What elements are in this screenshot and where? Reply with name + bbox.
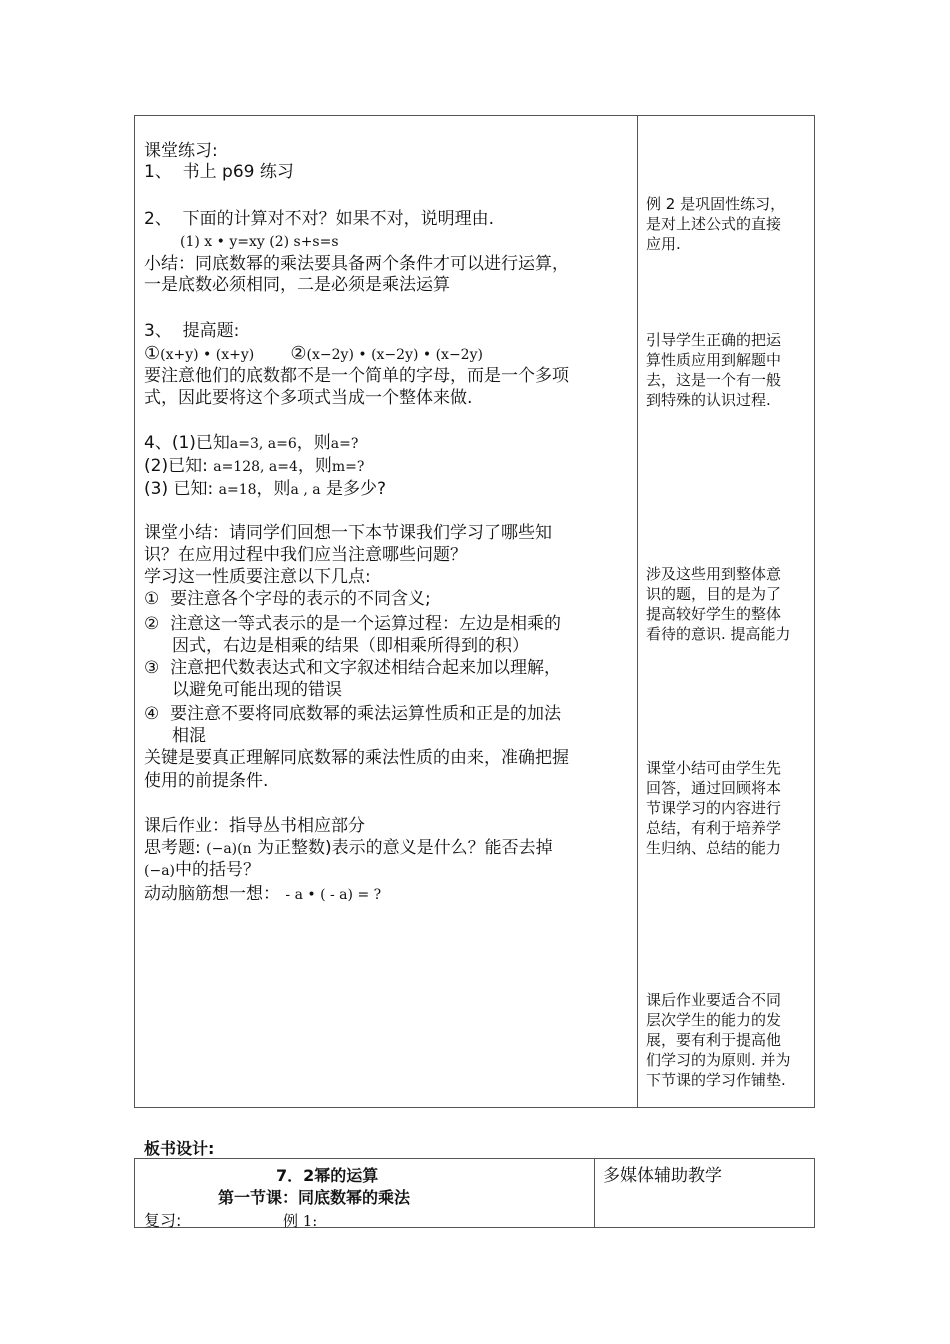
note-4 [646, 758, 781, 858]
recap-line-1: 课堂小结：请同学们回想一下本节课我们学习了哪些知 [144, 523, 552, 543]
item4-given: a=18 [218, 482, 257, 498]
item4-ask: m=? [331, 459, 365, 475]
brain-teaser [144, 884, 381, 906]
item2-formula: (1) x • y=xy (2) s+s=s [180, 234, 339, 250]
think-expr: (−a)(n [206, 841, 252, 857]
note-2 [646, 330, 781, 410]
note-line: 节课学习的内容进行 [646, 799, 782, 817]
recap-line-3: 学习这一性质要注意以下几点: [144, 567, 371, 587]
item-number: 3、 [144, 321, 172, 341]
note-line: 看待的意识. 提高能力 [646, 625, 791, 643]
point-text: 注意这一等式表示的是一个运算过程：左边是相乘的 [170, 614, 562, 634]
point-4 [144, 704, 561, 725]
item4-vars: a , a [290, 482, 321, 498]
item4-then: ，则 [256, 479, 291, 499]
note-line: 生归纳、总结的能力 [646, 839, 782, 857]
item4-label: (3) 已知: [144, 479, 214, 499]
item4-given: a=3, a=6 [229, 436, 297, 452]
point-4-cont: 相混 [172, 726, 206, 746]
item3-note-1: 要注意他们的底数都不是一个简单的字母，而是一个多项 [144, 366, 569, 386]
think-text: 为正整数)表示的意义是什么？能否去掉 [257, 838, 553, 858]
point-text: 注意把代数表达式和文字叙述相结合起来加以理解， [170, 658, 562, 678]
item4-line-3 [144, 479, 386, 501]
summary-line-1: 小结：同底数幂的乘法要具备两个条件才可以进行运算， [144, 254, 569, 274]
item4-label: (2)已知: [144, 456, 208, 476]
circled-one-icon: ① [144, 589, 160, 609]
circled-one-icon: ① [144, 343, 161, 364]
table-column-divider [637, 115, 638, 1108]
board-subtitle: 第一节课：同底数幂的乘法 [218, 1188, 411, 1207]
note-line: 是对上述公式的直接 [646, 215, 782, 233]
note-line: 层次学生的能力的发 [646, 1011, 782, 1029]
board-title-number: 7．2 [276, 1166, 315, 1185]
circled-three-icon: ③ [144, 658, 160, 678]
circled-four-icon: ④ [144, 704, 160, 724]
note-line: 例 2 是巩固性练习， [646, 195, 786, 213]
note-line: 涉及这些用到整体意 [646, 565, 782, 583]
item4-line-2 [144, 456, 364, 478]
item4-then: ，则 [296, 433, 331, 453]
point-2 [144, 614, 561, 635]
point-2-cont: 因式，右边是相乘的结果（即相乘所得到的积） [172, 636, 529, 656]
note-5 [646, 990, 791, 1090]
practice-heading: 课堂练习: [144, 141, 218, 161]
practice-item-2 [144, 209, 494, 230]
point-1 [144, 589, 431, 610]
point-text: 要注意不要将同底数幂的乘法运算性质和正是的加法 [170, 704, 562, 724]
note-line: 下节课的学习作铺垫. [646, 1071, 786, 1089]
item-text: 提高题: [182, 321, 240, 341]
note-line: 去，这是一个有一般 [646, 371, 782, 389]
board-heading: 板书设计: [144, 1139, 215, 1158]
think-question-cont [144, 860, 260, 882]
note-line: 到特殊的认识过程. [646, 391, 771, 409]
note-line: 引导学生正确的把运 [646, 331, 782, 349]
item4-label: 4、(1)已知 [144, 433, 230, 453]
board-example: 例 1: [283, 1212, 318, 1230]
board-title-text: 幂的运算 [314, 1166, 379, 1185]
item4-ask: a=? [330, 436, 359, 452]
recap-line-2: 识？在应用过程中我们应当注意哪些问题？ [144, 545, 467, 565]
note-1 [646, 194, 785, 254]
formula-1: (x+y) • (x+y) [160, 347, 255, 363]
brain-expr: - a • ( - a) = ? [285, 887, 382, 903]
practice-item-3 [144, 321, 239, 342]
note-line: 识的题，目的是为了 [646, 585, 782, 603]
item4-then: ，则 [297, 456, 332, 476]
note-line: 课堂小结可由学生先 [646, 759, 782, 777]
point-3-cont: 以避免可能出现的错误 [172, 680, 342, 700]
note-3 [646, 564, 791, 644]
item-number: 2、 [144, 209, 172, 229]
note-line: 总结，有利于培养学 [646, 819, 782, 837]
think-question [144, 838, 553, 860]
think-expr: (−a) [144, 863, 176, 879]
circled-two-icon: ② [144, 614, 160, 634]
item3-formulas [144, 343, 483, 364]
item4-ask: 是多少? [325, 479, 387, 499]
board-review: 复习: [144, 1211, 182, 1230]
note-line: 课后作业要适合不同 [646, 991, 782, 1009]
item-text: 书上 p69 练习 [182, 162, 294, 182]
item4-line-1 [144, 433, 358, 455]
item-number: 1、 [144, 162, 172, 182]
note-line: 展，要有利于提高他 [646, 1031, 782, 1049]
board-title [276, 1163, 378, 1186]
board-column-divider [594, 1158, 595, 1228]
point-text: 要注意各个字母的表示的不同含义; [170, 589, 431, 609]
think-text: 中的括号？ [175, 860, 261, 880]
summary-line-2: 一是底数必须相同，二是必须是乘法运算 [144, 275, 450, 295]
key-line-2: 使用的前提条件. [144, 771, 269, 791]
homework-line: 课后作业：指导丛书相应部分 [144, 816, 365, 836]
formula-2: (x−2y) • (x−2y) • (x−2y) [306, 347, 483, 363]
point-3 [144, 658, 561, 679]
note-line: 应用. [646, 235, 681, 253]
brain-label: 动动脑筋想一想： [144, 884, 280, 904]
think-label: 思考题: [144, 838, 201, 858]
note-line: 算性质应用到解题中 [646, 351, 782, 369]
note-line: 提高较好学生的整体 [646, 605, 782, 623]
practice-item-1 [144, 162, 294, 183]
item-text: 下面的计算对不对？如果不对，说明理由. [182, 209, 495, 229]
item4-given: a=128, a=4 [213, 459, 298, 475]
item3-note-2: 式，因此要将这个多项式当成一个整体来做. [144, 388, 473, 408]
note-line: 们学习的为原则. 并为 [646, 1051, 791, 1069]
key-line-1: 关键是要真正理解同底数幂的乘法性质的由来，准确把握 [144, 748, 569, 768]
note-line: 回答，通过回顾将本 [646, 779, 782, 797]
circled-two-icon: ② [290, 343, 307, 364]
board-media: 多媒体辅助教学 [603, 1166, 722, 1186]
